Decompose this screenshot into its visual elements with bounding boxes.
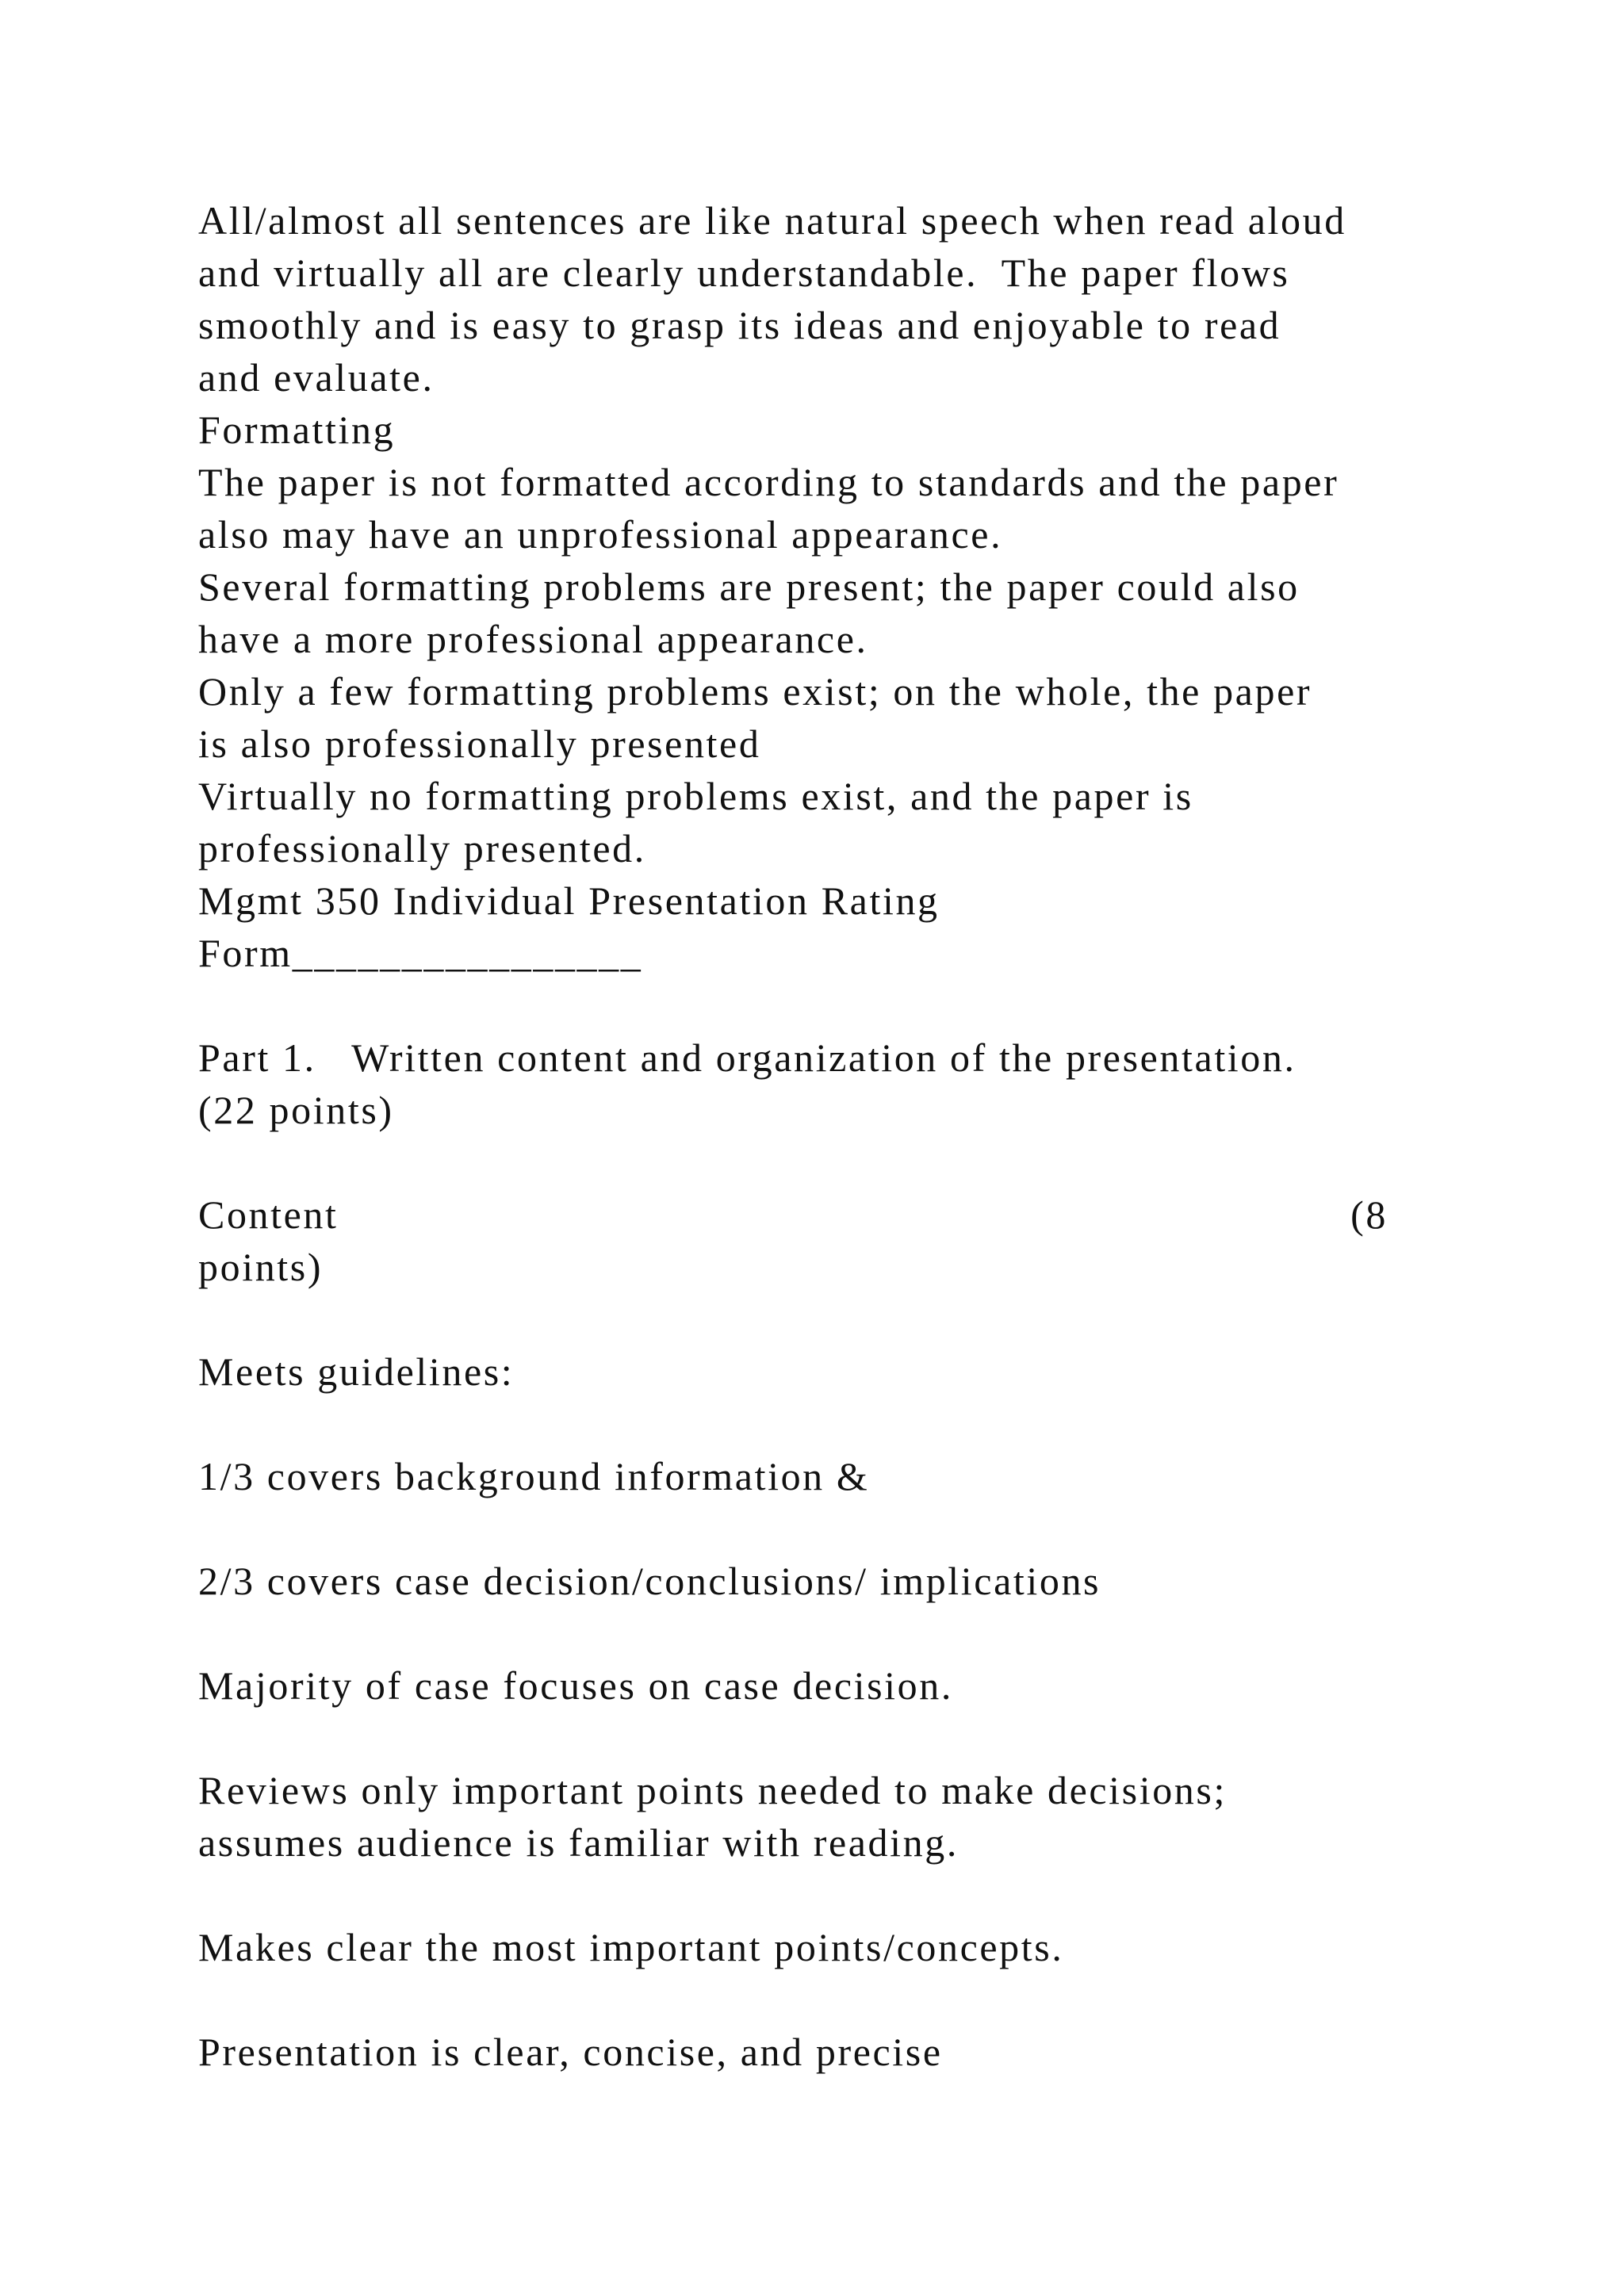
document-body	[198, 194, 1435, 2078]
guideline-decision: 2/3 covers case decision/conclusions/ implications	[198, 1559, 1101, 1603]
content-points-start: (8	[1350, 1192, 1388, 1237]
meets-guidelines: Meets guidelines:	[198, 1349, 515, 1394]
guideline-background: 1/3 covers background information &	[198, 1454, 870, 1498]
blank-line	[198, 979, 1435, 1031]
blank-line	[198, 1607, 1435, 1659]
paragraph-line: Only a few formatting problems exist; on the whole, the paper	[198, 669, 1312, 714]
paragraph-line: professionally presented.	[198, 826, 646, 871]
guideline-reviews-cont: assumes audience is familiar with reading.	[198, 1820, 959, 1865]
guideline-reviews: Reviews only important points needed to make decisions;	[198, 1768, 1227, 1812]
guideline-presentation: Presentation is clear, concise, and precise	[198, 2030, 943, 2074]
guideline-makes-clear: Makes clear the most important points/concepts.	[198, 1925, 1064, 1969]
paragraph-line: The paper is not formatted according to standards and the paper	[198, 460, 1339, 504]
paragraph-line: and evaluate.	[198, 355, 435, 400]
content-points-end: points)	[198, 1245, 324, 1289]
blank-line	[198, 1712, 1435, 1764]
form-name-line: Form________________	[198, 931, 643, 975]
paragraph-line: have a more professional appearance.	[198, 617, 868, 661]
paragraph-line: also may have an unprofessional appearance.	[198, 512, 1003, 557]
paragraph-line: Several formatting problems are present; the paper could also	[198, 564, 1300, 609]
blank-line	[198, 1293, 1435, 1345]
blank-line	[198, 1398, 1435, 1450]
blank-line	[198, 1973, 1435, 2026]
form-title: Mgmt 350 Individual Presentation Rating	[198, 878, 940, 923]
paragraph-line: All/almost all sentences are like natural speech when read aloud	[198, 198, 1346, 243]
blank-line	[198, 1869, 1435, 1921]
section-heading-formatting: Formatting	[198, 408, 396, 452]
part1-points: (22 points)	[198, 1088, 394, 1132]
paragraph-line: Virtually no formatting problems exist, and the paper is	[198, 774, 1193, 818]
content-row	[198, 1188, 1388, 1241]
paragraph-line: is also professionally presented	[198, 721, 761, 766]
part1-heading: Part 1. Written content and organization of the presentation.	[198, 1035, 1297, 1080]
blank-line	[198, 1136, 1435, 1188]
paragraph-line: smoothly and is easy to grasp its ideas and enjoyable to read	[198, 303, 1281, 347]
content-label: Content	[198, 1192, 339, 1237]
blank-line	[198, 1502, 1435, 1555]
guideline-majority: Majority of case focuses on case decision.	[198, 1663, 953, 1708]
paragraph-line: and virtually all are clearly understandable. The paper flows	[198, 251, 1290, 295]
